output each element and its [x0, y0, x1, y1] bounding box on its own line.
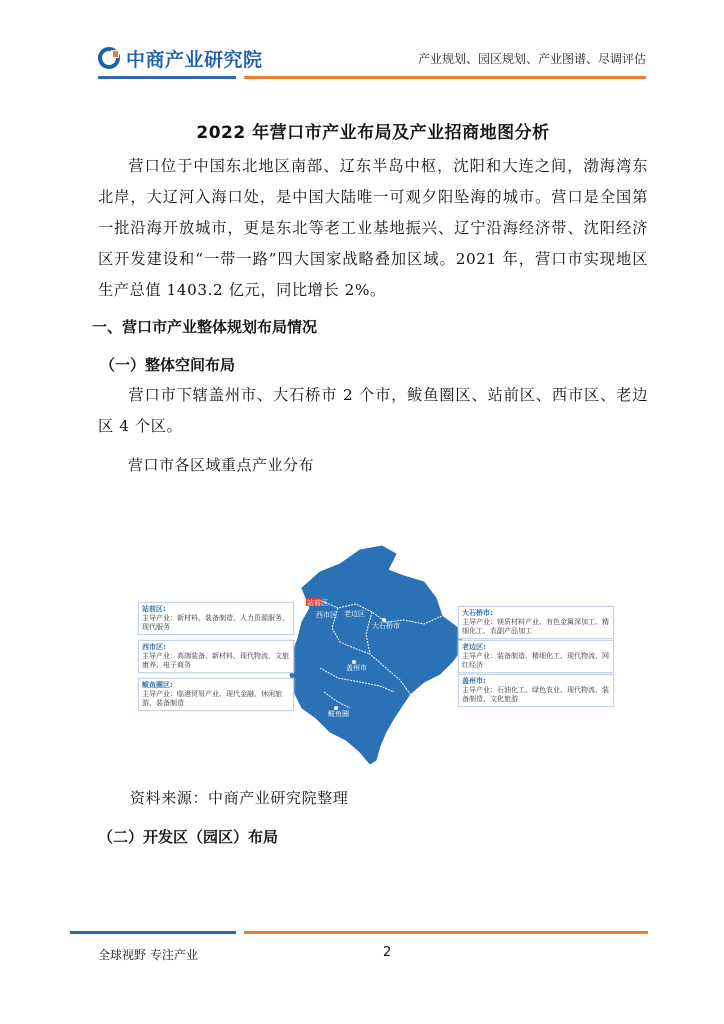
page-number: 2: [383, 945, 392, 960]
intro-paragraph: 营口位于中国东北地区南部、辽东半岛中枢，沈阳和大连之间，渤海湾东北岸，大辽河入海口处，是中国大陆唯一可观夕阳坠海的城市。营口是全国第一批沿海开放城市，更是东北等老工业基地振兴、辽宁沿海经济带、沈阳经济区开发建设和“一带一路”四大国家战略叠加区域。2021 年，营口市实现地区生产总值 1403.2 亿元，同比增长 2%。: [98, 157, 648, 299]
logo-text: 中商产业研究院: [126, 48, 263, 71]
callout-industry: 主导产业：临港贸易产业、现代金融、休闲旅游、装备制造: [142, 690, 282, 707]
callout-dashiqiao: [458, 606, 614, 639]
map-label-zhanqian: 站前区: [307, 599, 328, 607]
footer-divider-blue: [70, 931, 236, 934]
callout-industry: 主导产业：高端装备、新材料、现代物流、文旅康养、电子商务: [142, 652, 289, 669]
callout-name: 老边区:: [462, 643, 486, 651]
callout-industry: 主导产业：镁质材料产业、有色金属深加工、精细化工、农副产品加工: [462, 618, 609, 635]
header-divider-orange: [244, 76, 646, 79]
callout-xishi: [138, 640, 294, 673]
callout-laobian: [458, 640, 614, 673]
page-header: [0, 0, 724, 90]
callout-name: 西市区:: [142, 643, 166, 651]
subsection-heading-2: （二）开发区（园区）布局: [98, 828, 279, 846]
callout-industry: 主导产业：装备制造、精细化工、现代物流、网红经济: [462, 652, 609, 669]
footer-slogan: 全球视野 专注产业: [98, 948, 198, 962]
callout-name: 站前区:: [142, 605, 166, 613]
callout-zhanqian: [138, 602, 294, 635]
logo-icon: [98, 47, 120, 69]
callout-industry: 主导产业：石油化工、绿色农业、现代物流、装备制造、文化旅游: [462, 686, 609, 703]
section-heading: 一、营口市产业整体规划布局情况: [92, 318, 318, 336]
callout-bayuquan: [138, 678, 294, 711]
map-region-outline: [290, 546, 464, 764]
header-tagline: 产业规划、园区规划、产业图谱、尽调评估: [417, 52, 646, 66]
map-label-bayuquan: 鲅鱼圈: [328, 710, 349, 718]
map-label-xishi: 西市区: [316, 611, 337, 619]
industry-map-figure: [124, 542, 614, 766]
map-label-dashiqiao: 大石桥市: [372, 622, 400, 630]
admin-paragraph: 营口市下辖盖州市、大石桥市 2 个市，鲅鱼圈区、站前区、西市区、老边区 4 个区。: [98, 386, 648, 435]
callout-name: 盖州市:: [462, 677, 486, 685]
callout-industry: 主导产业：新材料、装备制造、人力资源服务、现代服务: [142, 614, 289, 631]
callout-name: 鲅鱼圈区:: [142, 681, 173, 689]
logo: [98, 44, 263, 72]
document-title: 2022 年营口市产业布局及产业招商地图分析: [196, 123, 550, 143]
map-label-laobian: 老边区: [344, 610, 365, 618]
subsection-heading: （一）整体空间布局: [100, 356, 236, 374]
header-divider-blue: [98, 76, 236, 79]
source-note: 资料来源：中商产业研究院整理: [130, 789, 349, 807]
footer-divider-orange: [244, 931, 648, 934]
figure-caption: 营口市各区域重点产业分布: [128, 456, 315, 474]
callout-gaizhou: [458, 674, 614, 707]
callout-name: 大石桥市:: [462, 609, 493, 617]
map-label-gaizhou: 盖州市: [346, 664, 367, 672]
document-body: [92, 118, 648, 480]
